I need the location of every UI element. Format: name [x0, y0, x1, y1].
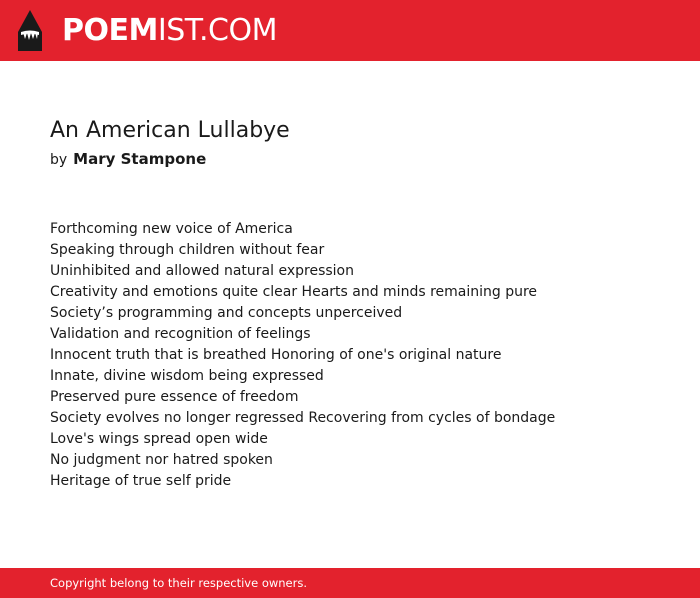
poem-line: Society’s programming and concepts unperceived — [50, 305, 403, 321]
poem-line: Creativity and emotions quite clear Hearts and minds remaining pure — [50, 284, 538, 300]
poem-line: Validation and recognition of feelings — [50, 326, 311, 342]
poem-line: Speaking through children without fear — [50, 242, 325, 258]
poem-byline — [50, 149, 206, 170]
poem-line: Innocent truth that is breathed Honoring of one's original nature — [50, 347, 502, 363]
poem-line: Love's wings spread open wide — [50, 431, 268, 447]
author-link[interactable]: Mary Stampone — [73, 150, 207, 168]
site-logo-text — [62, 13, 277, 49]
poem-line: Uninhibited and allowed natural expression — [50, 263, 354, 279]
poem-line: Innate, divine wisdom being expressed — [50, 368, 324, 384]
pencil-tip-icon — [18, 10, 42, 51]
logo-text-light: IST.COM — [157, 13, 277, 48]
poem-line: Heritage of true self pride — [50, 473, 232, 489]
site-header — [0, 0, 700, 61]
poem-line: Society evolves no longer regressed Recovering from cycles of bondage — [50, 410, 556, 426]
site-footer — [0, 568, 700, 598]
copyright-notice: Copyright belong to their respective owners. — [50, 576, 308, 590]
poem-line: No judgment nor hatred spoken — [50, 452, 273, 468]
by-label: by — [50, 152, 68, 168]
logo-text-bold: POEM — [62, 13, 158, 48]
poem-title: An American Lullabye — [50, 118, 290, 143]
poem-line: Forthcoming new voice of America — [50, 221, 293, 237]
poem-line: Preserved pure essence of freedom — [50, 389, 299, 405]
poem-body — [50, 219, 555, 492]
